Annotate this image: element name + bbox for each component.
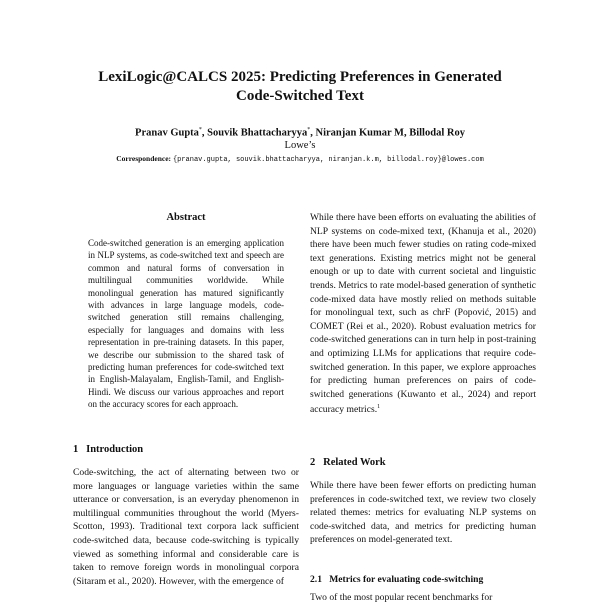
correspondence	[60, 154, 540, 165]
section-number: 2	[310, 457, 316, 468]
author-mark: *	[198, 127, 202, 133]
author-list: Pranav Gupta*, Souvik Bhattacharyya*, Niranjan Kumar M, Billodal Roy	[135, 127, 465, 139]
subsection-heading-2-1	[310, 574, 483, 585]
right-column-intro	[310, 211, 536, 417]
section-heading-related-work	[310, 457, 386, 468]
subsection-title: Metrics for evaluating code-switching	[329, 574, 484, 585]
correspondence-emails: {pranav.gupta, souvik.bhattacharyya, niranjan.k.m, billodal.roy}@lowes.com	[172, 156, 484, 164]
abstract-body	[88, 237, 284, 411]
correspondence-label: Correspondence:	[116, 154, 172, 163]
abstract-heading: Abstract	[166, 212, 206, 223]
introduction-text: Code-switching, the act of alternating between two or more languages or language varieties within the same utterance or conversation, is an everyday phenomenon in multilingual communities throughout the world (Myers-Scotton, 1993). Traditional text corpora lack sufficient code-switched data, because code-switching is typically viewed as something informal and considerable care is taken to remove foreign words in monolingual corpora (Sitaram et al., 2020). However, with the emergence of	[73, 467, 299, 587]
related-work-body	[310, 479, 536, 547]
affiliation: Lowe’s	[284, 140, 316, 151]
subsection-number: 2.1	[310, 574, 322, 585]
section-number: 1	[73, 444, 79, 455]
paper-title	[60, 68, 540, 106]
intro-continued-paragraph: While there have been efforts on evaluating the abilities of NLP systems on code-mixed text, (Khanuja et al., 2020) there have been much fewer studies on rating code-mixed text generations. Existing metrics might not be general enough or up to date with current societal and linguistic trends. Metrics to rate model-based generation of synthetic code-mixed data have mostly relied on methods suitable for monolingual text, such as chrF (Popović, 2015) and COMET (Rei et al., 2020). Robust evaluation metrics for code-switched generations can in turn help in post-training and optimizing LLMs for applications that require code-switched generation. In this paper, we explore approaches for predicting human preferences on pairs of code-switched generations (Kuwanto et al., 2024) and report accuracy metrics.	[310, 212, 536, 416]
section-heading-introduction	[73, 444, 143, 455]
title-line-2: Code-Switched Text	[236, 88, 364, 104]
intro-continued-text	[310, 211, 536, 417]
subsection-2-1-text: Two of the most popular recent benchmarks for	[310, 592, 493, 603]
title-line-1: LexiLogic@CALCS 2025: Predicting Preferences in Generated	[98, 69, 502, 85]
author-name: Souvik Bhattacharyya	[207, 127, 308, 139]
footnote-mark: 1	[377, 404, 381, 411]
section-title: Related Work	[323, 457, 386, 468]
related-work-text: While there have been fewer efforts on predicting human preferences in code-switched text, we review two closely related themes: metrics for evaluating NLP systems on code-switched data, and metrics for predicting human preferences on model-generated text.	[310, 480, 536, 546]
author-name: Pranav Gupta	[135, 127, 199, 139]
author-name: Niranjan Kumar M	[315, 127, 404, 139]
section-title: Introduction	[86, 444, 144, 455]
author-mark: *	[307, 127, 311, 133]
abstract-text: Code-switched generation is an emerging application in NLP systems, as code-switched text and speech are common and natural forms of conversation in multilingual communities worldwide. While monolingual generation has matured significantly with advances in large language models, code-switched generation still remains challenging, especially for languages and domains with less representation in pre-training datasets. In this paper, we describe our submission to the shared task of predicting human preferences for code-switched text in English-Malayalam, English-Tamil, and English-Hindi. We discuss our various approaches and report on the accuracy scores for each approach.	[88, 238, 284, 410]
subsection-2-1-body	[310, 591, 536, 605]
author-name: Billodal Roy	[409, 127, 465, 139]
introduction-body	[73, 466, 299, 588]
